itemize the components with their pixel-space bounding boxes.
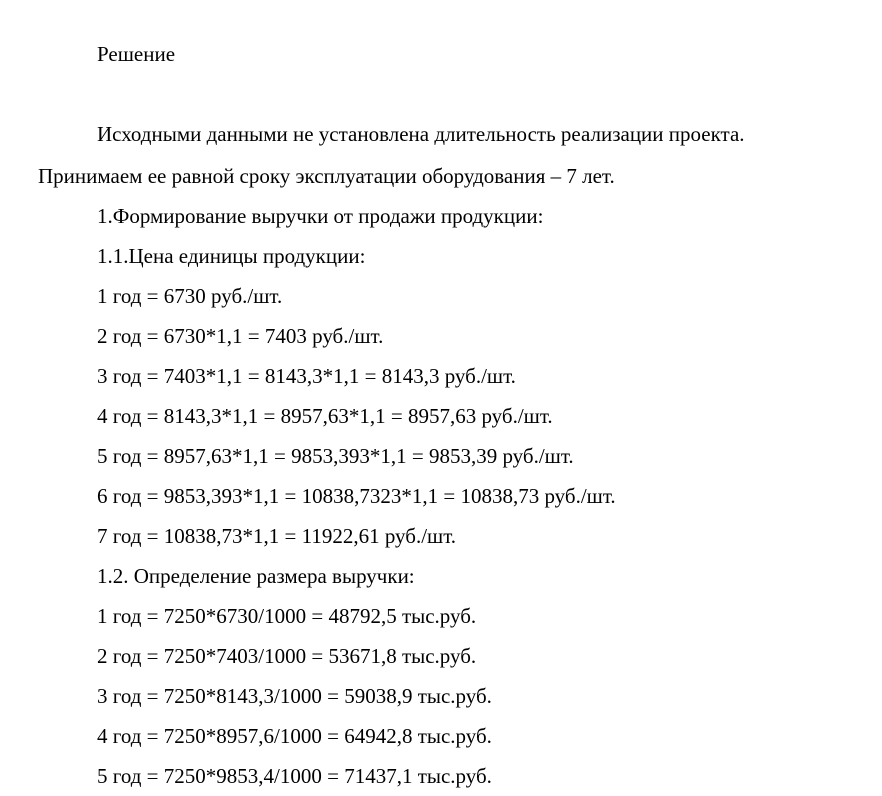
section-1-1-title: 1.1.Цена единицы продукции: [97,244,366,268]
revenue-line: 4 год = 7250*8957,6/1000 = 64942,8 тыс.руб. [97,724,492,748]
section-1-2-title: 1.2. Определение размера выручки: [97,564,415,588]
revenue-line: 5 год = 7250*9853,4/1000 = 71437,1 тыс.руб. [97,764,492,788]
price-line: 2 год = 6730*1,1 = 7403 руб./шт. [97,324,384,348]
intro-line-2: Принимаем ее равной сроку эксплуатации оборудования – 7 лет. [38,164,615,188]
price-line: 7 год = 10838,73*1,1 = 11922,61 руб./шт. [97,524,457,548]
revenue-line: 3 год = 7250*8143,3/1000 = 59038,9 тыс.руб. [97,684,492,708]
intro-line-1: Исходными данными не установлена длительность реализации проекта. [97,122,745,146]
revenue-line: 1 год = 7250*6730/1000 = 48792,5 тыс.руб. [97,604,477,628]
heading: Решение [97,42,176,66]
revenue-line: 2 год = 7250*7403/1000 = 53671,8 тыс.руб. [97,644,477,668]
section-1-title: 1.Формирование выручки от продажи продукции: [97,204,544,228]
price-line: 6 год = 9853,393*1,1 = 10838,7323*1,1 = 10838,73 руб./шт. [97,484,616,508]
price-line: 5 год = 8957,63*1,1 = 9853,393*1,1 = 9853,39 руб./шт. [97,444,574,468]
price-line: 1 год = 6730 руб./шт. [97,284,283,308]
price-line: 4 год = 8143,3*1,1 = 8957,63*1,1 = 8957,63 руб./шт. [97,404,553,428]
price-line: 3 год = 7403*1,1 = 8143,3*1,1 = 8143,3 руб./шт. [97,364,516,388]
